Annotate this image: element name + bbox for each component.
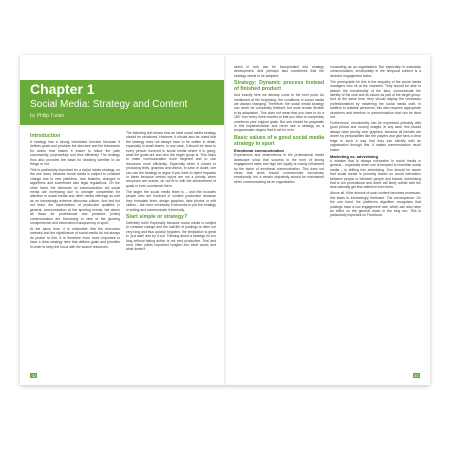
paragraph: At the same time, it is noticeable that the resources invested and the significance of social media do not always do justice to this. It is therefore even more important to have a clear strategy here that defines goals and priorities in order to keep the focus with the scarce resources.	[30, 226, 120, 249]
right-page-column-1	[234, 65, 324, 369]
paragraph: A mistake that is always noticeable in social media in general – especially when one is tempted to monetise social media – is drifting into advertising. One should be aware that social media is primarily based on social interaction between people or between people and brands. Advertising that is too promotional and direct will likely collide with the fans naturally get less attention from them.	[330, 159, 421, 190]
subheading-marketing-vs-advertising: Marketing vs. advertising	[330, 153, 379, 159]
paragraph: municating as an organisation. But especially in matchday communication, emotionality in the temporal context is a decisive engagement factor.	[330, 65, 421, 78]
page-number-right: 33	[414, 373, 419, 378]
section-heading-dynamic-process: Strategy: Dynamic process instead of finished product	[234, 80, 324, 93]
chapter-banner	[20, 80, 224, 125]
paragraph: The following text shows how an ideal social media strategy should be structured. However, it should also be noted that the strategy does not always have to be written in detail, especially in small teams. In any case, it should be clear to every person involved in social media where it is going, what the goals are and who the target group is. This helps to make communication more targeted and to use resources more efficiently. Especially when it comes to producing texts, graphics and videos. In case of doubt, one can use the strategy to argue if you have to reject requests or ideas because certain topics are not a priority, when resources are scarce, do not fit in with the achievement of goals or even counteract them.	[126, 131, 216, 188]
paragraph: Experiences and observations in the professional media landscape show that success in the form of strong engagement rates and high fan loyalty is mainly influenced by the factor of emotional communication. This does not mean that clubs should communicate exclusively emotionally, but a certain objectivity should be maintained when communicating as an organisation.	[234, 153, 324, 184]
paragraph: Furthermore, emotionality can be expressed primarily with good photos and moving images. In any case, this should always have priority over graphics, because all formats are driven by personalities like the players and give fans a clear edge in such a way that they can identify with an organisation through this. It makes communication much easier.	[330, 121, 421, 152]
paragraph: The prerequisite for this is the empathy of the social media managers who sit at the channels. They should be able to absorb the emotionality of the fans, communicate the identity of the club and its values as part of the target group. And at the same time, they should display the necessary professionalism by mastering the social media craft. In addition to suitable personnel, this also requires appropriate structures and freedom in communication that can be lived out.	[330, 79, 421, 120]
paragraph: This is particularly important for a social media strategy: on the one hand, because social media is subject to constant change due to new platforms, new features, changes in algorithms and sometimes also legal regulations. On the other hand, the demands on communication via social media are increasing due to stronger competition for attention in social media and other media offerings as well as an increasingly extreme discourse culture. And last but not least, the expectations of production qualities in general, communication at live sporting events, but above all those for professional and proactive (crisis) communication are increasing in view of the growing omnipresence and information transparency in sport.	[30, 168, 120, 225]
section-heading-basic-values: Basic values of a good social media strategy in sport	[234, 134, 324, 147]
left-page-column-1	[30, 131, 120, 369]
section-heading-introduction: Introduction	[30, 133, 61, 139]
paragraph: And exactly here we already come to the next point: As mentioned at the beginning, the conditions in social media are always changing. Therefore, the social media strategy can never be completely finished, but must remain flexible in its adaptation. This does not mean that you have to do a 180° turn every three months or that you have to completely overthrow your original goals. But one should be pragmatic in this implementation and never see a strategy as a programmatic dogma that is set for ever.	[234, 93, 324, 133]
paragraph: Definitely both! Especially because social media is subject to constant change and the half-life of postings is often not very long and thus quickly forgotten, the temptation is great to 'just start' and try it out. Thinking about a strategy for too long without taking action is not very productive. Trial and error often yields important insights into what works and what doesn't.	[126, 220, 216, 252]
paragraph: which in turn can be incorporated into strategy development. And perhaps also sometimes that the strategy needs to be adapted.	[234, 65, 324, 78]
paragraph: The larger the social media team is – and this includes people who are involved in content production because they formulate texts, design graphics, take photos or edit videos – the more necessary it becomes to put the strategy in writing and communicate it internally.	[126, 189, 216, 212]
paragraph: A strategy has a strong orientation function because it defines goals and provides the structure and the framework for action that makes it easier to follow the path successfully, purposefully and thus efficiently. The strategy thus also provides the basis for deciding whether to do things or not.	[30, 140, 120, 167]
page-number-left: 32	[31, 373, 36, 378]
subheading-emotional-communication: Emotional communication	[234, 147, 285, 153]
paragraph: Above all, if the amount of such content becomes excessive, this leads to increasingly irrelevant. The consequence: On the one hand, the platform's algorithm recognises that postings have a low engagement rate, which can also have an effect on the general reach in the long run. This is particularly important on Facebook.	[330, 191, 421, 218]
book-spread	[20, 55, 430, 385]
chapter-author: by Philip Turian	[30, 113, 65, 119]
chapter-title: Social Media: Strategy and Content	[30, 99, 188, 110]
book-gutter	[224, 55, 226, 385]
section-heading-start-simple: Start simple or strategy?	[126, 213, 188, 220]
right-page-column-2	[330, 65, 421, 369]
chapter-label: Chapter 1	[30, 81, 95, 97]
left-page-column-2	[126, 131, 216, 369]
